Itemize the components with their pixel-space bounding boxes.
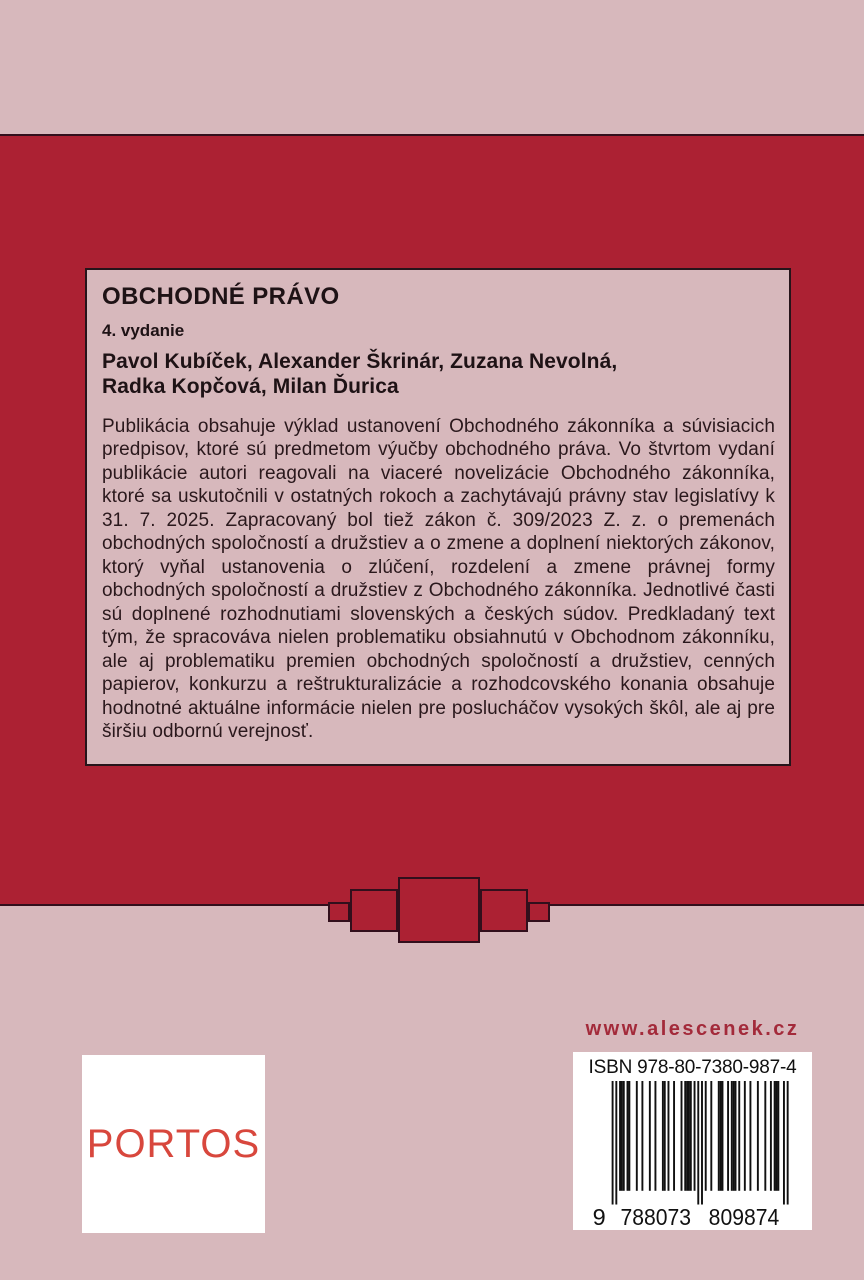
book-title: OBCHODNÉ PRÁVO: [102, 283, 340, 310]
isbn-label: ISBN 978-80-7380-987-4: [588, 1057, 797, 1078]
edition-label: 4. vydanie: [102, 320, 185, 340]
ornament-center: [398, 877, 480, 943]
publisher-logo-text: PORTOS: [86, 1121, 261, 1166]
svg-text:809874: 809874: [708, 1204, 779, 1230]
authors-block: [102, 349, 775, 399]
svg-text:9: 9: [592, 1204, 606, 1230]
website-url: www.alescenek.cz: [585, 1018, 800, 1040]
authors-line: Radka Kopčová, Milan Ďurica: [102, 374, 399, 398]
publisher-logo-box: [82, 1055, 265, 1233]
svg-text:788073: 788073: [619, 1204, 691, 1230]
ornament-medium-right: [480, 889, 528, 932]
ornament-medium-left: [350, 889, 398, 932]
spine-ornament: [328, 877, 550, 943]
isbn-barcode-box: [573, 1052, 812, 1230]
ornament-small-left: [328, 902, 350, 922]
summary-panel: [85, 268, 791, 766]
authors-line: Pavol Kubíček, Alexander Škrinár, Zuzana Nevolná,: [102, 349, 618, 373]
book-description: Publikácia obsahuje výklad ustanovení Obchodného zákonníka a súvisiacich predpisov, ktoré sú predmetom výučby obchodného práva. Vo štvrtom vydaní publikácie autori reagovali na viaceré novelizácie Obchodného zákonníka, ktoré sa uskutočnili v ostatných rokoch a zachytávajú právny stav legislatívy k 31. 7. 2025. Zapracovaný bol tiež zákon č. 309/2023 Z. z. o premenách obchodných spoločností a družstiev a o zmene a doplnení niektorých zákonov, ktorý vyňal ustanovenia o zlúčení, rozdelení a zmene právnej formy obchodných spoločností a družstiev z Obchodného zákonníka. Jednotlivé časti sú doplnené rozhodnutiami slovenských a českých súdov. Predkladaný text tým, že spracováva nielen problematiku obsiahnutú v Obchodnom zákonníku, ale aj problematiku premien obchodných spoločností a družstiev, cenných papierov, konkurzu a reštrukturalizácie a rozhodcovského konania obsahuje hodnotné aktuálne informácie nielen pre poslucháčov vysokých škôl, ale aj pre širšiu odbornú verejnosť.: [102, 415, 775, 743]
ornament-small-right: [528, 902, 550, 922]
ean13-barcode: [588, 1081, 798, 1230]
